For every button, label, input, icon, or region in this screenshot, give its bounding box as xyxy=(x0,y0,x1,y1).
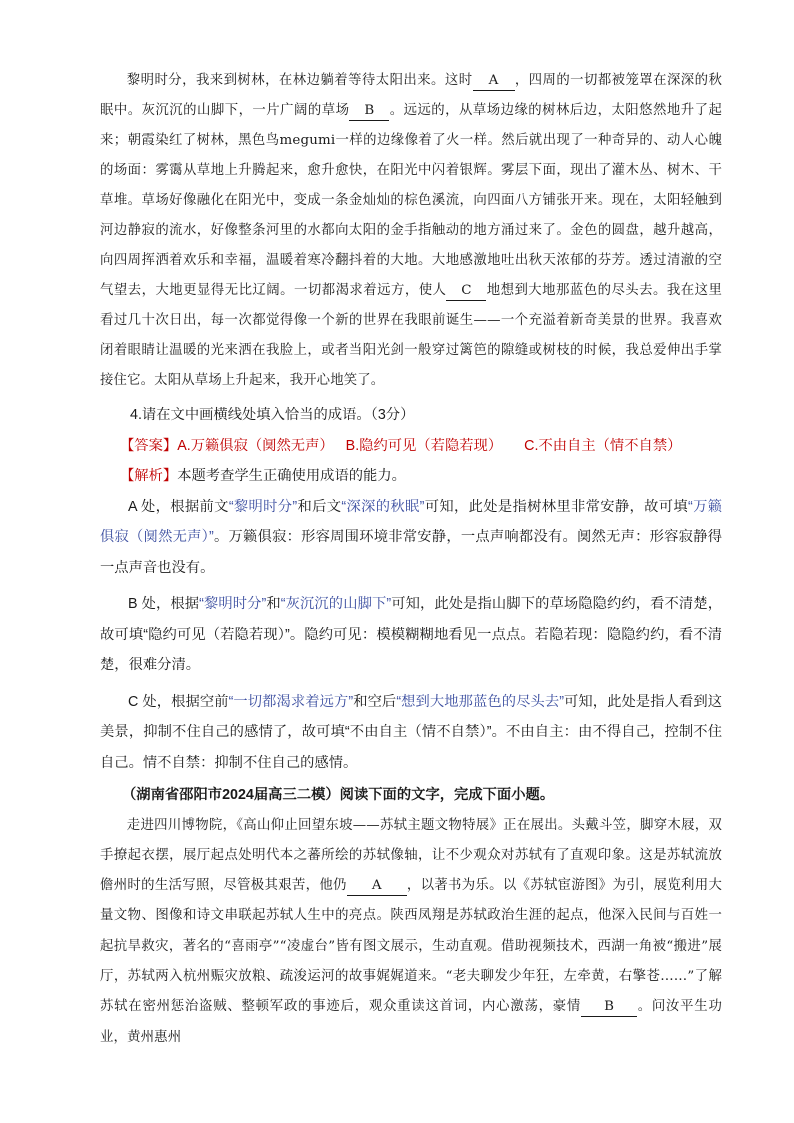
analysis-a-text-2: 和后文 xyxy=(297,498,342,515)
question-title: 4.请在文中画横线处填入恰当的成语。（3分） xyxy=(130,407,415,423)
passage-two-part-1: 走进四川博物院，《高山仰止回望东坡——苏轼主题文物特展》正在展出。头戴斗笠，脚穿木屐，双手撩起衣摆，展厅起点处明代本之蕃所绘的苏轼像轴，让不少观众对苏轼有了直观印象。这是苏轼流放儋州时的生活写照，尽管极其艰苦，他仍 xyxy=(100,817,722,894)
source-heading: （湖南省邵阳市2024届高三二模）阅读下面的文字，完成下面小题。 xyxy=(122,787,555,803)
document-page xyxy=(100,66,722,1053)
passage-two-part-2: ，以著书为乐。以《苏轼宦游图》为引，展览利用大量文物、图像和诗文串联起苏轼人生中的亮点。陕西凤翔是苏轼政治生涯的起点，他深入民间与百姓一起抗旱救灾，著名的“喜雨亭”“凌虚台”皆有图文展示，生动直观。借助视频技术，西湖一角被“搬进”展厅，苏轼两入杭州赈灾放粮、疏浚运河的故事娓娓道来。“老夫聊发少年狂，左牵黄，右擎苍……”了解苏轼在密州惩治盗贼、整顿军政的事迹后，观众重读这首词，内心激荡，豪情 xyxy=(100,878,722,1015)
analysis-b-text-2: 和 xyxy=(266,596,281,612)
analysis-c-quote-1: “一切都渴求着远方” xyxy=(228,693,354,710)
analysis-a-text-1: A 处，根据前文 xyxy=(128,498,229,515)
analysis-c-quote-2: “想到大地那蓝色的尽头去” xyxy=(396,693,564,710)
passage-one-part-4: 地想到大地那蓝色的尽头去。我在这里看过几十次日出，每一次都觉得像一个新的世界在我眼前诞生——一个充溢着新奇美景的世界。我喜欢闭着眼睛让温暖的光来洒在我脸上，或者当阳光剑一般穿过篱笆的隙缝或树枝的时候，我总爱伸出手掌接住它。太阳从草场上升起来，我开心地笑了。 xyxy=(100,283,722,388)
passage-one xyxy=(100,66,722,396)
answer-a: A.万籁俱寂（阒然无声） xyxy=(177,437,334,454)
blank-a-2: A xyxy=(347,877,407,896)
passage-one-part-3: 。远远的，从草场边缘的树林后边，太阳悠然地升了起来；朝霞染红了树林，黑色鸟megumi一样的边缘像着了火一样。然后就出现了一种奇异的、动人心魄的场面：雾霭从草地上升腾起来，愈升愈快，在阳光中闪着银辉。雾层下面，现出了灌木丛、树木、干草堆。草场好像融化在阳光中，变成一条金灿灿的棕色溪流，向四面八方铺张开来。现在，太阳轻触到河边静寂的流水，好像整条河里的水都向太阳的金手指触动的地方涌过来了。金色的圆盘，越升越高，向四周挥洒着欢乐和幸福，温暖着寒冷翻抖着的大地。大地感激地吐出秋天浓郁的芬芳。透过清澈的空气望去，大地更显得无比辽阔。一切都渴求着远方，使人 xyxy=(100,103,722,298)
analysis-a xyxy=(100,492,722,584)
analysis-a-text-4: 。万籁俱寂：形容周围环境非常安静，一点声响都没有。阒然无声：形容寂静得一点声音也没有。 xyxy=(100,529,722,576)
analysis-b-quote-2: “灰沉沉的山脚下” xyxy=(280,596,392,612)
analysis-a-quote-1: “黎明时分” xyxy=(228,498,298,515)
analysis-a-quote-2: “深深的秋眠” xyxy=(341,498,425,515)
analysis-b-quote-1: “黎明时分” xyxy=(199,596,267,612)
answer-c: C.不由自主（情不自禁） xyxy=(524,437,682,454)
passage-two xyxy=(100,811,722,1053)
answer-line xyxy=(100,431,722,462)
blank-b: B xyxy=(349,102,389,121)
blank-c: C xyxy=(446,282,486,301)
answer-b: B.隐约可见（若隐若现） xyxy=(345,437,503,454)
analysis-intro: 本题考查学生正确使用成语的能力。 xyxy=(177,468,406,484)
analysis-c xyxy=(100,687,722,779)
analysis-c-text-2: 和空后 xyxy=(353,693,397,710)
passage-one-part-1: 黎明时分，我来到树林，在林边躺着等待太阳出来。这时 xyxy=(126,73,473,88)
analysis-line xyxy=(100,461,722,492)
analysis-b xyxy=(100,589,722,681)
answer-tag: 【答案】 xyxy=(120,437,178,454)
analysis-tag: 【解析】 xyxy=(120,468,178,484)
analysis-a-quote-3: “万籁俱寂（阒然无声）” xyxy=(100,498,722,545)
blank-a: A xyxy=(473,72,515,91)
analysis-b-text-1: B 处，根据 xyxy=(128,596,200,612)
analysis-b-text-3: 可知，此处是指山脚下的草场隐隐约约，看不清楚，故可填“隐约可见（若隐若现）”。隐约可见：模模糊糊地看见一点点。若隐若现：隐隐约约，看不清楚，很难分清。 xyxy=(100,596,723,673)
blank-b-2: B xyxy=(581,998,637,1017)
analysis-a-text-3: 可知，此处是指树林里非常安静，故可填 xyxy=(424,498,688,515)
analysis-c-text-3: 可知，此处是指人看到这美景，抑制不住自己的感情了，故可填“不由自主（情不自禁）”。不由自主：由不得自己，控制不住自己。情不自禁：抑制不住自己的感情。 xyxy=(100,693,723,771)
passage-one-part-2: ，四周的一切都被笼罩在深深的秋眠中。灰沉沉的山脚下，一片广阔的草场 xyxy=(100,73,722,118)
passage-two-part-3: 。问汝平生功业，黄州惠州 xyxy=(100,999,722,1045)
analysis-c-text-1: C 处，根据空前 xyxy=(128,693,229,710)
